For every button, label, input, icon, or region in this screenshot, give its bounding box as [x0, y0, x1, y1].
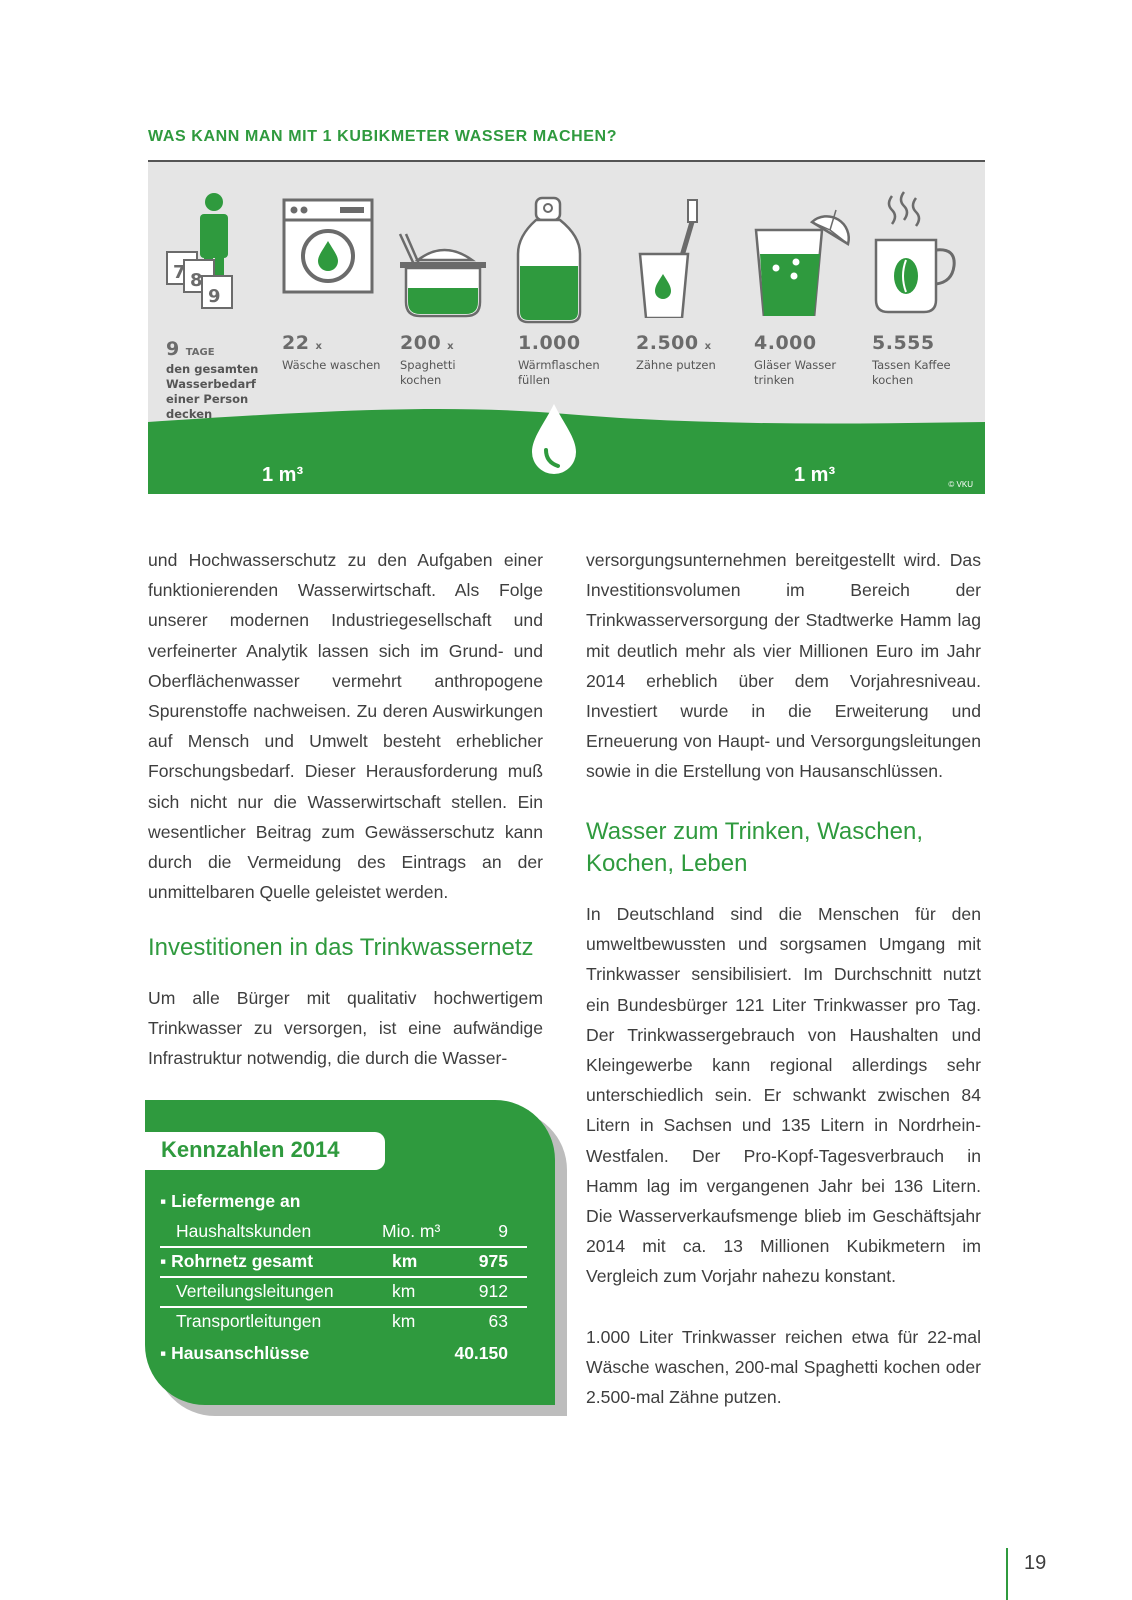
water-glass-icon	[752, 196, 856, 316]
left-column-text-2	[148, 983, 543, 1074]
info-item-days: 9 TAGE den gesamten Wasserbedarf einer Person decken	[166, 338, 259, 421]
toothbrush-cup-icon	[636, 198, 706, 318]
right-column-text-1	[586, 545, 981, 787]
right-paragraph-1: versorgungsunternehmen bereitgestellt wird. Das Investitionsvolumen im Bereich der Trinkwasserversorgung der Stadtwerke Hamm lag mit deutlich mehr als vier Millionen Euro im Jahr 2014 erheblich über dem Vorjahresniveau. Investiert wurde in die Erweiterung und Erneuerung von Haupt- und Versorgungsleitungen sowie in die Erstellung von Hausanschlüssen.	[586, 550, 981, 782]
kz-row-hausanschluesse: ▪ Hausanschlüsse 40.150	[160, 1343, 508, 1363]
page-number-bar	[1006, 1548, 1008, 1600]
right-column-text-3	[586, 1322, 981, 1413]
volume-label-left: 1 m³	[262, 464, 304, 486]
svg-text:9: 9	[208, 286, 221, 307]
right-column-text-2	[586, 899, 981, 1292]
coffee-cup-icon	[870, 188, 962, 318]
water-drop-icon	[528, 402, 580, 478]
info-item-laundry: 22 x Wäsche waschen	[282, 332, 381, 372]
kz-row-haushaltskunden: Haushaltskunden Mio. m³ 9	[176, 1221, 508, 1241]
kz-row-verteilungsleitungen: Verteilungsleitungen km 912	[176, 1281, 508, 1301]
info-item-hot-water-bottles: 1.000 Wärmflaschen füllen	[518, 332, 600, 387]
kz-row-rohrnetz: ▪ Rohrnetz gesamt km 975	[160, 1251, 508, 1271]
person-calendar-icon	[164, 192, 244, 312]
washing-machine-icon	[282, 198, 374, 294]
pot-icon	[388, 232, 488, 322]
left-paragraph-1: und Hochwasserschutz zu den Aufgaben einer funktionierenden Wasserwirtschaft. Als Folge unserer modernen Industriegesellschaft und verfeinerter Analytik lassen sich im Grund- und Oberflächenwasser vermehrt anthropogene Spurenstoffe nachweisen. Zu deren Auswirkungen auf Mensch und Umwelt besteht erheblicher Forschungsbedarf. Dieser Herausforderung muß sich nicht nur die Wasserwirtschaft stellen. Ein wesentlicher Beitrag zum Gewässerschutz kann durch die Vermeidung des Eintrags an der unmittelbaren Quelle geleistet werden.	[148, 550, 543, 903]
page-number: 19	[1024, 1552, 1047, 1574]
copyright-label: © VKU	[948, 480, 973, 489]
info-item-glasses: 4.000 Gläser Wasser trinken	[754, 332, 837, 387]
left-paragraph-2: Um alle Bürger mit qualitativ hochwertigem Trinkwasser zu versorgen, ist eine aufwändige Infrastruktur notwendig, die durch die Wasser-	[148, 988, 543, 1069]
info-item-coffee: 5.555 Tassen Kaffee kochen	[872, 332, 951, 387]
key-figures-title-tab	[145, 1132, 385, 1170]
svg-text:7: 7	[173, 262, 186, 283]
left-column-text-1	[148, 545, 543, 907]
info-item-spaghetti: 200 x Spaghetti kochen	[400, 332, 456, 387]
key-figures-title: Kennzahlen 2014	[161, 1137, 340, 1162]
info-item-teeth: 2.500 x Zähne putzen	[636, 332, 716, 372]
heading-wasser-zum-trinken: Wasser zum Trinken, Waschen, Kochen, Leben	[586, 818, 923, 877]
kz-row-transportleitungen: Transportleitungen km 63	[176, 1311, 508, 1331]
volume-label-right: 1 m³	[794, 464, 836, 486]
svg-text:8: 8	[190, 270, 203, 291]
right-paragraph-3: 1.000 Liter Trinkwasser reichen etwa für 22-mal Wäsche waschen, 200-mal Spaghetti kochen oder 2.500-mal Zähne putzen.	[586, 1327, 981, 1408]
kz-row-liefermenge: ▪ Liefermenge an	[160, 1191, 301, 1211]
infographic-panel	[148, 162, 985, 494]
hot-water-bottle-icon	[514, 196, 584, 326]
infographic-title: WAS KANN MAN MIT 1 KUBIKMETER WASSER MACHEN?	[148, 128, 618, 145]
right-paragraph-2: In Deutschland sind die Menschen für den umweltbewussten und sorgsamen Umgang mit Trinkwasser sensibilisiert. Im Durchschnitt nutzt ein Bundesbürger 121 Liter Trinkwasser pro Tag. Der Trinkwassergebrauch von Haushalten und Kleingewerbe kann regional allerdings sehr unterschiedlich sein. Er schwankt zwischen 84 Litern in Sachsen und 135 Litern in Nordrhein-Westfalen. Der Pro-Kopf-Tagesverbrauch in Hamm lag im vergangenen Jahr bei 136 Litern. Die Wasserverkaufsmenge blieb im Geschäftsjahr 2014 mit ca. 13 Millionen Kubikmetern im Vergleich zum Vorjahr nahezu konstant.	[586, 904, 981, 1287]
heading-investitionen: Investitionen in das Trinkwassernetz	[148, 934, 534, 961]
